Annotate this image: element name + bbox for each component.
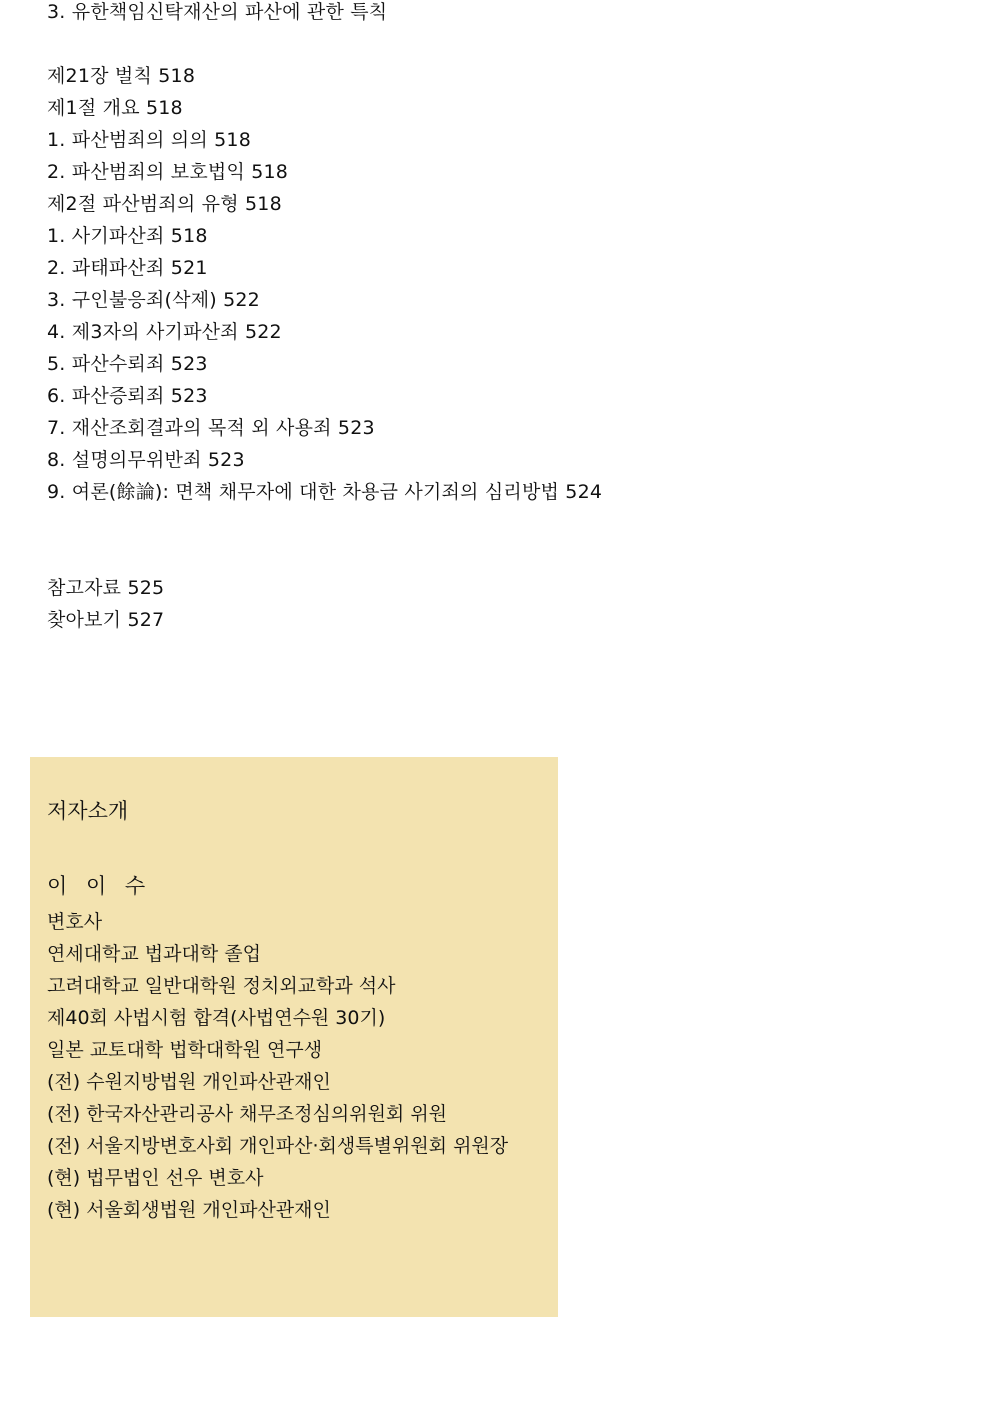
toc-entry: 제2절 파산범죄의 유형 518	[47, 193, 282, 215]
toc-entry: 참고자료 525	[47, 577, 165, 599]
author-bio-line: (전) 수원지방법원 개인파산관재인	[47, 1071, 331, 1093]
author-bio-line: (전) 서울지방변호사회 개인파산·회생특별위원회 위원장	[47, 1135, 509, 1157]
toc-entry: 9. 여론(餘論): 면책 채무자에 대한 차용금 사기죄의 심리방법 524	[47, 481, 603, 503]
author-bio-line: (전) 한국자산관리공사 채무조정심의위원회 위원	[47, 1103, 448, 1125]
author-heading: 저자소개	[47, 799, 129, 823]
toc-entry: 3. 유한책임신탁재산의 파산에 관한 특칙	[47, 1, 388, 23]
table-of-contents	[47, 0, 602, 636]
toc-spacer	[47, 540, 602, 572]
toc-spacer	[47, 508, 602, 540]
author-bio-line: (현) 서울회생법원 개인파산관재인	[47, 1199, 331, 1221]
author-bio-line: (현) 법무법인 선우 변호사	[47, 1167, 264, 1189]
toc-entry: 1. 파산범죄의 의의 518	[47, 129, 251, 151]
toc-spacer	[47, 28, 602, 60]
author-bio-line: 일본 교토대학 법학대학원 연구생	[47, 1039, 323, 1061]
toc-entry: 7. 재산조회결과의 목적 외 사용죄 523	[47, 417, 375, 439]
toc-entry: 8. 설명의무위반죄 523	[47, 449, 245, 471]
toc-entry: 2. 파산범죄의 보호법익 518	[47, 161, 289, 183]
author-bio-line: 고려대학교 일반대학원 정치외교학과 석사	[47, 975, 396, 997]
toc-entry: 찾아보기 527	[47, 609, 165, 631]
toc-entry: 6. 파산증뢰죄 523	[47, 385, 208, 407]
toc-entry: 3. 구인불응죄(삭제) 522	[47, 289, 260, 311]
toc-entry: 1. 사기파산죄 518	[47, 225, 208, 247]
author-bio-line: 제40회 사법시험 합격(사법연수원 30기)	[47, 1007, 386, 1029]
author-name: 이 이 수	[47, 874, 152, 898]
author-bio-line: 연세대학교 법과대학 졸업	[47, 943, 261, 965]
toc-entry: 2. 과태파산죄 521	[47, 257, 208, 279]
author-bio-list	[47, 906, 508, 1226]
toc-entry: 4. 제3자의 사기파산죄 522	[47, 321, 282, 343]
toc-entry: 제21장 벌칙 518	[47, 65, 196, 87]
author-bio-line: 변호사	[47, 911, 103, 933]
toc-entry: 제1절 개요 518	[47, 97, 183, 119]
author-introduction-box	[30, 757, 558, 1317]
toc-entry: 5. 파산수뢰죄 523	[47, 353, 208, 375]
